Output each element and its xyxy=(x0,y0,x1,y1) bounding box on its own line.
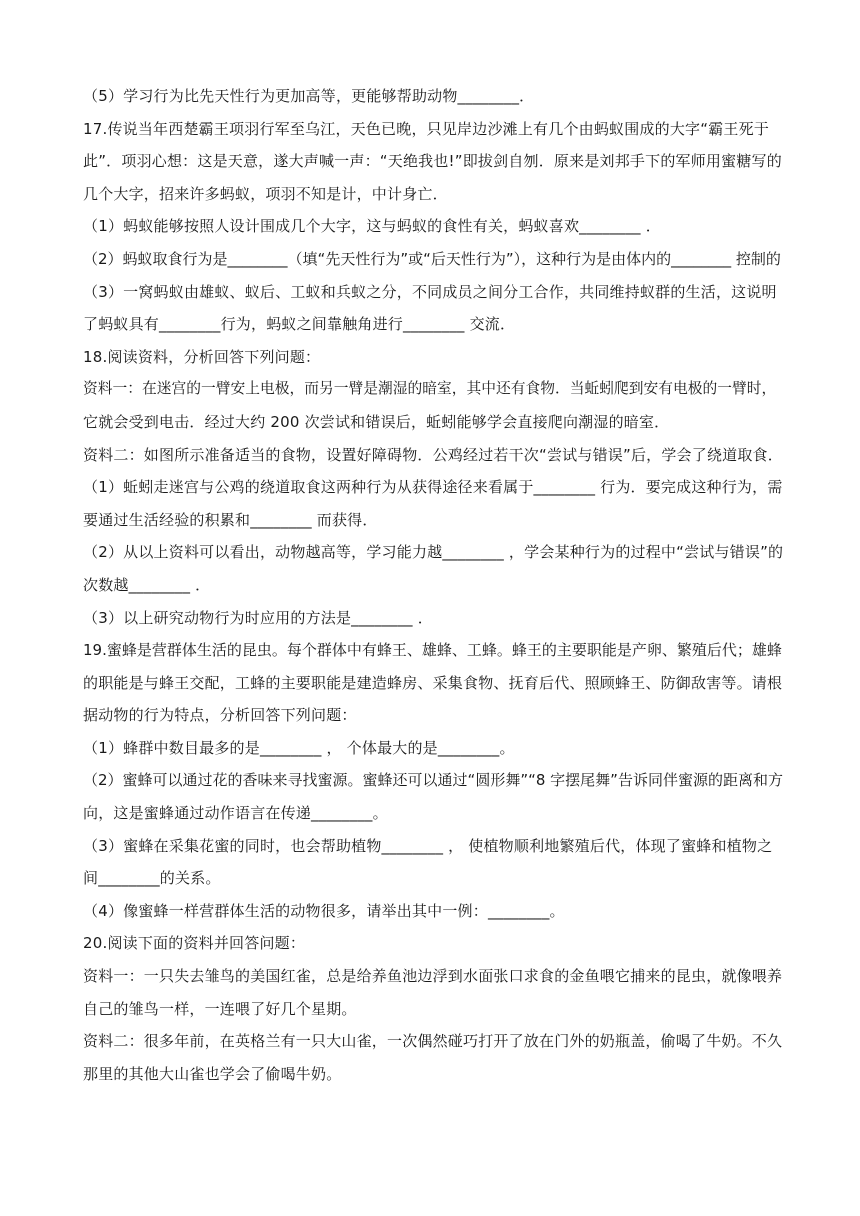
document-page xyxy=(83,86,783,1096)
q20-stem: 20.阅读下面的资料并回答问题： xyxy=(83,934,306,953)
q20-material2-line-1: 资料二：很多年前，在英格兰有一只大山雀，一次偶然碰巧打开了放在门外的奶瓶盖，偷喝了牛奶。不久 xyxy=(83,1032,783,1051)
q18-part2-line-2: 次数越________ ． xyxy=(83,575,211,594)
q17-part3-line-1: （3）一窝蚂蚁由雄蚁、蚁后、工蚁和兵蚁之分，不同成员之间分工合作，共同维持蚁群的生活，这说明 xyxy=(83,282,777,301)
q17-part3-line-2: 了蚂蚁具有________行为，蚂蚁之间靠触角进行________ 交流． xyxy=(83,315,516,334)
q16-part5-text: （5）学习行为比先天性行为更加高等，更能够帮助动物________． xyxy=(83,87,535,105)
q19-stem-line-1: 19.蜜蜂是营群体生活的昆虫。每个群体中有蜂王、雄蜂、工蜂。蜂王的主要职能是产卵、繁殖后代；雄蜂 xyxy=(83,641,782,660)
q17-part2-text: （2）蚂蚁取食行为是________（填“先天性行为”或“后天性行为”），这种行为是由体内的________ 控制的 xyxy=(83,249,781,268)
q17-part1-text: （1）蚂蚁能够按照人设计围成几个大字，这与蚂蚁的食性有关，蚂蚁喜欢________ ． xyxy=(83,217,661,236)
q19-part2-line-1: （2）蜜蜂可以通过花的香味来寻找蜜源。蜜蜂还可以通过“圆形舞”“8 字摆尾舞”告诉同伴蜜源的距离和方 xyxy=(83,771,783,790)
q18-material1-line-2: 它就会受到电击．经过大约 200 次尝试和错误后，蚯蚓能够学会直接爬向潮湿的暗室． xyxy=(83,412,670,431)
q20-material1-line-2: 自己的雏鸟一样，一连喂了好几个星期。 xyxy=(83,999,357,1018)
q18-part1-line-1: （1）蚯蚓走迷宫与公鸡的绕道取食这两种行为从获得途径来看属于________ 行为．要完成这种行为，需 xyxy=(83,478,783,497)
q19-stem-line-3: 据动物的行为特点，分析回答下列问题： xyxy=(83,706,357,725)
q17-stem-line-1: 17.传说当年西楚霸王项羽行军至乌江，天色已晚，只见岸边沙滩上有几个由蚂蚁围成的大字“霸王死于 xyxy=(83,119,770,138)
q17-stem-line-3: 几个大字，招来许多蚂蚁，项羽不知是计，中计身亡． xyxy=(83,184,448,203)
q20-material1-line-1: 资料一：一只失去雏鸟的美国红雀，总是给养鱼池边浮到水面张口求食的金鱼喂它捕来的昆虫，就像喂养 xyxy=(83,967,783,986)
q18-material2: 资料二：如图所示准备适当的食物，设置好障碍物．公鸡经过若干次“尝试与错误”后，学会了绕道取食． xyxy=(83,445,783,464)
q19-part1: （1）蜂群中数目最多的是________ ， 个体最大的是________。 xyxy=(83,738,515,757)
q18-part2-line-1: （2）从以上资料可以看出，动物越高等，学习能力越________ ，学会某种行为的过程中“尝试与错误”的 xyxy=(83,543,784,562)
q20-material2-line-2: 那里的其他大山雀也学会了偷喝牛奶。 xyxy=(83,1064,342,1083)
q17-stem-line-2: 此”．项羽心想：这是天意，遂大声喊一声：“天绝我也!”即拔剑自刎．原来是刘邦手下的军师用蜜糖写的 xyxy=(83,152,782,171)
q19-part4: （4）像蜜蜂一样营群体生活的动物很多，请举出其中一例：________。 xyxy=(83,901,565,920)
q19-part3-line-2: 间________的关系。 xyxy=(83,869,221,888)
q19-part2-line-2: 向，这是蜜蜂通过动作语言在传递________。 xyxy=(83,804,388,823)
q18-part1-line-2: 要通过生活经验的积累和________ 而获得． xyxy=(83,510,378,529)
q18-part3: （3）以上研究动物行为时应用的方法是________ ． xyxy=(83,608,433,627)
q18-stem: 18.阅读资料，分析回答下列问题： xyxy=(83,347,321,366)
q19-part3-line-1: （3）蜜蜂在采集花蜜的同时，也会帮助植物________ ， 使植物顺利地繁殖后代，体现了蜜蜂和植物之 xyxy=(83,836,773,855)
q18-material1-line-1: 资料一：在迷宫的一臂安上电极，而另一臂是潮湿的暗室，其中还有食物．当蚯蚓爬到安有电极的一臂时， xyxy=(83,380,777,398)
q19-stem-line-2: 的职能是与蜂王交配，工蜂的主要职能是建造蜂房、采集食物、抚育后代、照顾蜂王、防御敌害等。请根 xyxy=(83,673,783,692)
